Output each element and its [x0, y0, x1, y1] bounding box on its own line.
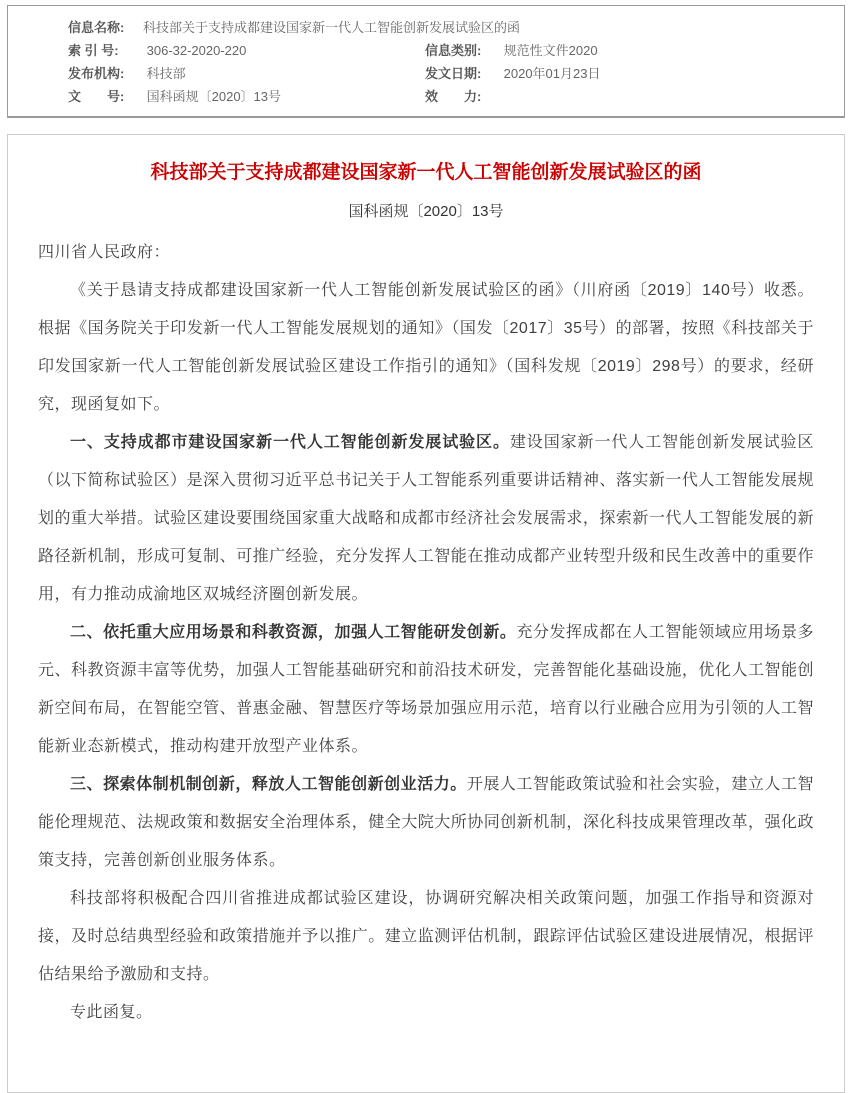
meta-row-index-category: [68, 39, 834, 62]
section-1-body: 建设国家新一代人工智能创新发展试验区（以下简称试验区）是深入贯彻习近平总书记关于人工智能系列重要讲话精神、落实新一代人工智能发展规划的重大举措。试验区建设要围绕国家重大战略和成都市经济社会发展需求，探索新一代人工智能发展的新路径新机制，形成可复制、可推广经验，充分发挥人工智能在推动成都产业转型升级和民生改善中的重要作用，有力推动成渝地区双城经济圈创新发展。: [38, 434, 814, 603]
document-body-panel: [7, 134, 845, 1093]
info-category-label: 信息类别:: [425, 43, 482, 58]
section-2: [38, 614, 814, 766]
section-3-lead: 三、探索体制机制创新，释放人工智能创新创业活力。: [70, 776, 467, 793]
doc-number-value: 国科函规〔2020〕13号: [146, 89, 282, 104]
issue-date-label: 发文日期:: [425, 66, 482, 81]
meta-cell-index: [68, 39, 425, 62]
section-2-body: 充分发挥成都在人工智能领域应用场景多元、科教资源丰富等优势，加强人工智能基础研究和前沿技术研发，完善智能化基础设施，优化人工智能创新空间布局，在智能空管、普惠金融、智慧医疗等场景加强应用示范，培育以行业融合应用为引领的人工智能新业态新模式，推动构建开放型产业体系。: [38, 624, 814, 755]
section-1: [38, 424, 814, 614]
section-3: [38, 766, 814, 880]
closing-line: 专此函复。: [70, 1004, 153, 1021]
meta-cell-docno: [68, 85, 425, 108]
index-number-label: 索 引 号:: [68, 43, 119, 58]
meta-cell-agency: [68, 62, 425, 85]
info-name-value: 科技部关于支持成都建设国家新一代人工智能创新发展试验区的函: [143, 20, 521, 35]
meta-cell-effect: [425, 85, 834, 108]
paragraph-support: 科技部将积极配合四川省推进成都试验区建设，协调研究解决相关政策问题，加强工作指导和资源对接，及时总结典型经验和政策措施并予以推广。建立监测评估机制，跟踪评估试验区建设进展情况，根据评估结果给予激励和支持。: [38, 890, 814, 983]
issue-date-value: 2020年01月23日: [503, 66, 601, 81]
document-info-panel: [7, 5, 845, 118]
section-2-lead: 二、依托重大应用场景和科教资源，加强人工智能研发创新。: [70, 624, 517, 641]
document-title: 科技部关于支持成都建设国家新一代人工智能创新发展试验区的函: [150, 162, 702, 183]
document-number: 国科函规〔2020〕13号: [348, 203, 504, 220]
issuing-agency-label: 发布机构:: [68, 66, 125, 81]
info-name-label: 信息名称:: [68, 20, 125, 35]
meta-row-name: [68, 16, 834, 39]
section-3-body: 开展人工智能政策试验和社会实验，建立人工智能伦理规范、法规政策和数据安全治理体系，健全大院大所协同创新机制，深化科技成果管理改革，强化政策支持，完善创新创业服务体系。: [38, 776, 814, 869]
index-number-value: 306-32-2020-220: [146, 43, 247, 58]
document-text: [38, 234, 814, 1032]
meta-row-agency-date: [68, 62, 834, 85]
meta-cell-date: [425, 62, 834, 85]
doc-number-label: 文 号:: [68, 89, 125, 104]
meta-cell-category: [425, 39, 834, 62]
info-category-value: 规范性文件2020: [503, 43, 598, 58]
section-1-lead: 一、支持成都市建设国家新一代人工智能创新发展试验区。: [70, 434, 510, 451]
issuing-agency-value: 科技部: [146, 66, 186, 81]
effectiveness-label: 效 力:: [425, 89, 482, 104]
salutation: 四川省人民政府：: [38, 244, 171, 261]
paragraph-intro: 《关于恳请支持成都建设国家新一代人工智能创新发展试验区的函》（川府函〔2019〕140号）收悉。根据《国务院关于印发新一代人工智能发展规划的通知》（国发〔2017〕35号）的部署，按照《科技部关于印发国家新一代人工智能创新发展试验区建设工作指引的通知》（国科发规〔2019〕298号）的要求，经研究，现函复如下。: [38, 282, 814, 413]
meta-row-docno-effect: [68, 85, 834, 108]
